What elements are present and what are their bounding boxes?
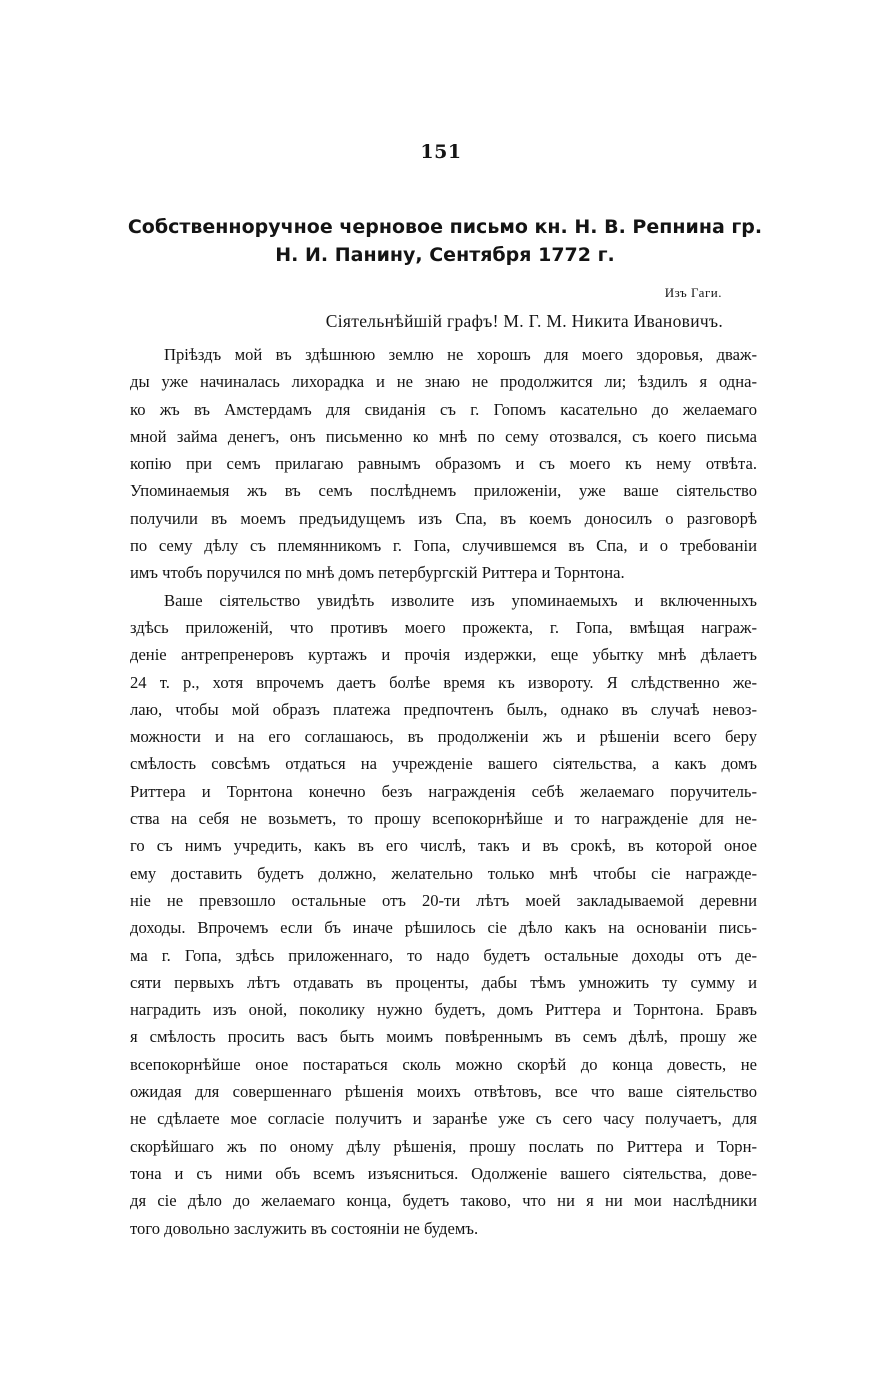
page-number: 151 [420,141,462,163]
letter-salutation: Сіятельнѣйшій графъ! М. Г. М. Никита Ивановичъ. [325,311,723,331]
title-line: Н. И. Панину, Сентября 1772 г. [275,244,615,266]
text-line: дя сіе дѣло до желаемаго конца, будетъ таково, что ни я ни мои наслѣдники [130,1191,757,1211]
text-line: Ваше сіятельство увидѣть изволите изъ упоминаемыхъ и включенныхъ [164,590,757,610]
text-line: ніе не превзошло остальные отъ 20-ти лѣтъ моей закладываемой деревни [130,890,757,910]
text-line: ему доставить будетъ должно, желательно только мнѣ чтобы сіе награжде- [130,863,757,883]
text-line: ожидая для совершеннаго рѣшенія моихъ отвѣтовъ, все что ваше сіятельство [130,1082,757,1102]
text-line: деніе антрепренеровъ куртажъ и прочія издержки, еще убытку мнѣ дѣлаетъ [130,645,757,665]
text-line: ма г. Гопа, здѣсь приложеннаго, то надо будетъ остальные доходы отъ де- [130,945,757,965]
text-line: я смѣлость просить васъ быть моимъ повѣреннымъ въ семъ дѣлѣ, прошу же [130,1027,757,1047]
text-line: го съ нимъ учредить, какъ въ его числѣ, такъ и въ срокѣ, въ которой оное [130,836,757,856]
text-line: имъ чтобъ поручился по мнѣ домъ петербургскій Риттера и Торнтона. [130,563,625,583]
text-line: получили въ моемъ предъидущемъ изъ Спа, въ коемъ доносилъ о разговорѣ [130,508,757,528]
text-line: сяти первыхъ лѣтъ отдавать въ проценты, дабы тѣмъ умножить ту сумму и [130,972,757,992]
text-line: мной займа денегъ, онъ письменно ко мнѣ по сему отозвался, съ коего письма [130,426,757,446]
text-line: наградить изъ оной, поколику нужно будетъ, домъ Риттера и Торнтона. Бравъ [130,1000,757,1020]
text-line: тона и съ ними объ всемъ изъясниться. Одолженіе вашего сіятельства, дове- [130,1163,757,1183]
text-line: скорѣйшаго жъ по оному дѣлу рѣшенія, прошу послать по Риттера и Торн- [130,1136,757,1156]
paragraph-1 [130,341,757,587]
text-line: Упоминаемыя жъ въ семъ послѣднемъ приложеніи, уже ваше сіятельство [130,481,757,501]
title-line: Собственноручное черновое письмо кн. Н. В. Репнина гр. [127,216,763,238]
text-line: ства на себя не возьметъ, то прошу всепокорнѣйше и то награжденіе для не- [130,809,757,829]
text-line: Риттера и Торнтона конечно безъ награжденія себѣ желаемаго поручитель- [130,781,757,801]
letter-place: Изъ Гаги. [664,285,722,300]
text-line: можности и на его соглашаюсь, въ продолженіи жъ и рѣшеніи всего беру [130,727,757,747]
text-line: смѣлость совсѣмъ отдаться на учрежденіе вашего сіятельства, а какъ домъ [130,754,757,774]
text-line: 24 т. р., хотя впрочемъ даетъ болѣе время къ извороту. Я слѣдственно же- [130,672,757,692]
text-line: по сему дѣлу съ племянникомъ г. Гопа, случившемся въ Спа, и о требованіи [130,536,757,556]
text-line: Пріѣздъ мой въ здѣшнюю землю не хорошъ для моего здоровья, дваж- [164,345,757,364]
letter-body [130,341,757,1242]
text-line: доходы. Впрочемъ если бъ иначе рѣшилось сіе дѣло какъ на основаніи пись- [130,918,757,938]
text-line: здѣсь приложеній, что противъ моего прожекта, г. Гопа, вмѣщая награж- [130,617,757,637]
paragraph-2 [130,587,757,1242]
text-line: того довольно заслужить въ состояніи не будемъ. [130,1218,479,1238]
text-line: копію при семъ прилагаю равнымъ образомъ и съ моего къ нему отвѣта. [130,454,757,474]
text-line: лаю, чтобы мой образъ платежа предпочтенъ былъ, однако въ случаѣ невоз- [130,699,757,719]
text-line: не сдѣлаете мое согласіе получитъ и заранѣе уже съ сего часу получаетъ, для [130,1109,757,1129]
text-line: ды уже начиналась лихорадка и не знаю не продолжится ли; ѣздилъ я одна- [130,372,757,392]
document-title [100,213,790,269]
text-line: ко жъ въ Амстердамъ для свиданія съ г. Гопомъ касательно до желаемаго [130,399,757,419]
text-line: всепокорнѣйше оное постараться сколь можно скорѣй до конца довесть, не [130,1054,757,1074]
